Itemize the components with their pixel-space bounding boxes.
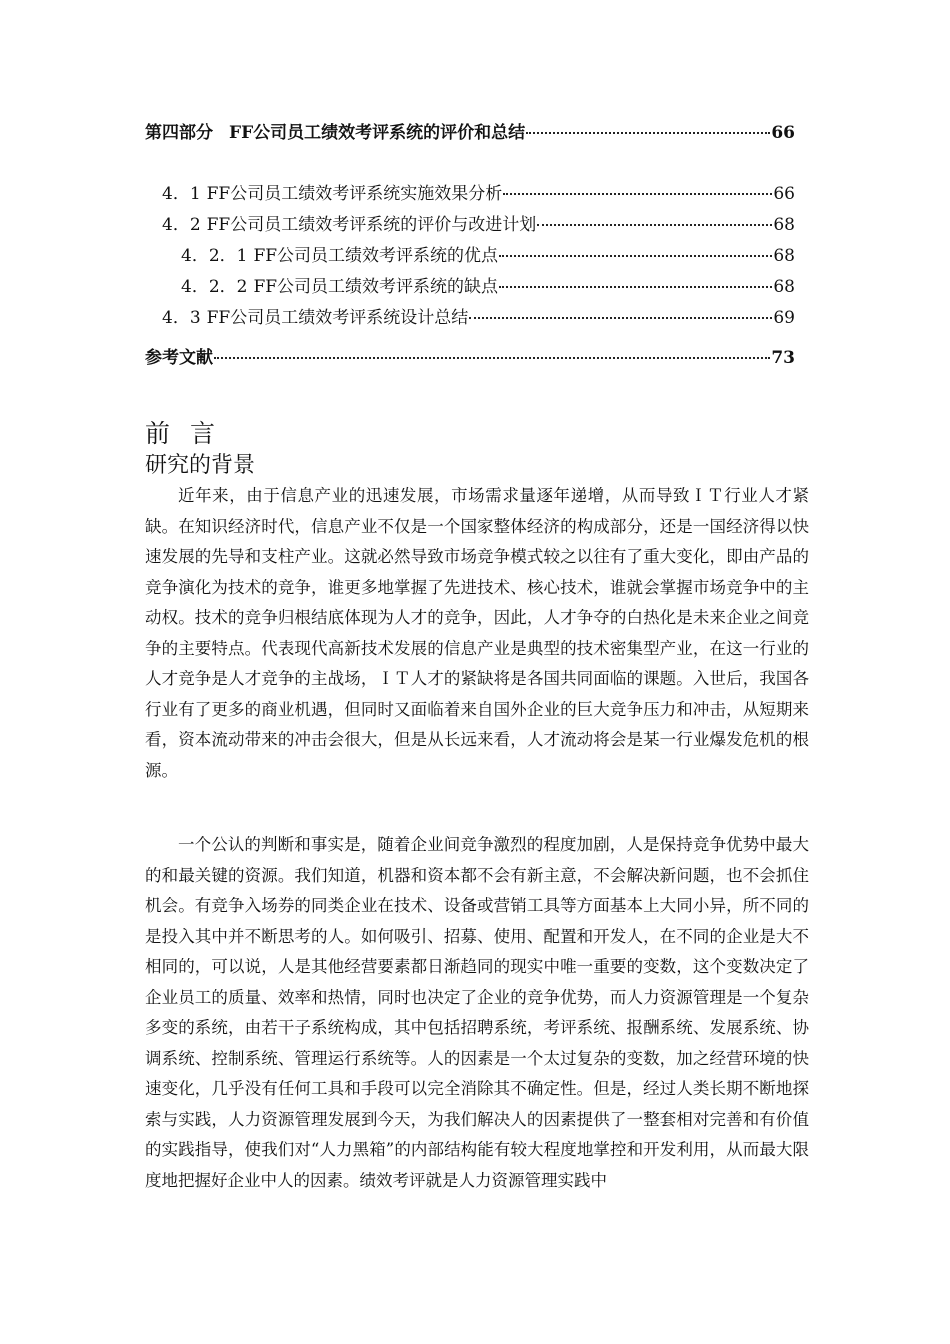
toc-entry-number: 4．2．1 <box>181 246 248 266</box>
section-heading: 研究的背景 <box>145 453 256 478</box>
toc-entry-title: FF公司员工绩效考评系统的优点 <box>253 246 499 266</box>
preface-heading: 前言 <box>145 419 236 448</box>
toc-entry-title: FF公司员工绩效考评系统的评价和总结 <box>229 123 526 143</box>
toc-leader-dots <box>537 224 772 226</box>
toc-entry-4-2-2[interactable] <box>181 276 795 298</box>
toc-entry-title: FF公司员工绩效考评系统实施效果分析 <box>206 184 503 204</box>
toc-entry-page: 69 <box>773 308 795 328</box>
toc-entry-number: 4．2．2 <box>181 277 248 297</box>
toc-entry-number: 第四部分 <box>145 123 213 143</box>
toc-entry-page: 66 <box>773 184 795 204</box>
toc-entry-page: 68 <box>773 277 795 297</box>
toc-entry-number: 4．3 <box>162 308 201 328</box>
toc-entry-title: FF公司员工绩效考评系统设计总结 <box>206 308 469 328</box>
toc-entry-title: FF公司员工绩效考评系统的评价与改进计划 <box>206 215 537 235</box>
toc-leader-dots <box>214 357 770 359</box>
toc-leader-dots <box>499 286 772 288</box>
toc-leader-dots <box>526 132 770 134</box>
toc-entry-4-2[interactable] <box>162 214 795 236</box>
toc-entry-4-2-1[interactable] <box>181 245 795 267</box>
toc-entry-part4[interactable] <box>145 122 795 144</box>
toc-entry-number: 4．1 <box>162 184 201 204</box>
toc-entry-title: FF公司员工绩效考评系统的缺点 <box>253 277 499 297</box>
toc-entry-4-1[interactable] <box>162 183 795 205</box>
toc-entry-title: 参考文献 <box>145 348 213 368</box>
toc-entry-page: 66 <box>771 123 795 143</box>
toc-leader-dots <box>499 255 772 257</box>
toc-entry-number: 4．2 <box>162 215 201 235</box>
toc-entry-page: 73 <box>771 348 795 368</box>
body-paragraph: 一个公认的判断和事实是，随着企业间竞争激烈的程度加剧，人是保持竞争优势中最大的和最关键的资源。我们知道，机器和资本都不会有新主意，不会解决新问题，也不会抓住机会。有竞争入场券的同类企业在技术、设备或营销工具等方面基本上大同小异，所不同的是投入其中并不断思考的人。如何吸引、招募、使用、配置和开发人，在不同的企业是大不相同的，可以说，人是其他经营要素都日渐趋同的现实中唯一重要的变数，这个变数决定了企业员工的质量、效率和热情，同时也决定了企业的竞争优势，而人力资源管理是一个复杂多变的系统，由若干子系统构成，其中包括招聘系统，考评系统、报酬系统、发展系统、协调系统、控制系统、管理运行系统等。人的因素是一个太过复杂的变数，加之经营环境的快速变化，几乎没有任何工具和手段可以完全消除其不确定性。但是，经过人类长期不断地探索与实践，人力资源管理发展到今天，为我们解决人的因素提供了一整套相对完善和有价值的实践指导，使我们对“人力黑箱”的内部结构能有较大程度地掌控和开发利用，从而最大限度地把握好企业中人的因素。绩效考评就是人力资源管理实践中 <box>145 835 809 1190</box>
toc-leader-dots <box>469 317 772 319</box>
toc-entry-4-3[interactable] <box>162 307 795 329</box>
toc-entry-page: 68 <box>773 246 795 266</box>
body-paragraph: 近年来，由于信息产业的迅速发展，市场需求量逐年递增，从而导致ＩＴ行业人才紧缺。在知识经济时代，信息产业不仅是一个国家整体经济的构成部分，还是一国经济得以快速发展的先导和支柱产业。这就必然导致市场竞争模式较之以往有了重大变化，即由产品的竞争演化为技术的竞争，谁更多地掌握了先进技术、核心技术，谁就会掌握市场竞争中的主动权。技术的竞争归根结底体现为人才的竞争，因此，人才争夺的白热化是未来企业之间竞争的主要特点。代表现代高新技术发展的信息产业是典型的技术密集型产业，在这一行业的人才竞争是人才竞争的主战场，ＩＴ人才的紧缺将是各国共同面临的课题。入世后，我国各行业有了更多的商业机遇，但同时又面临着来自国外企业的巨大竞争压力和冲击，从短期来看，资本流动带来的冲击会很大，但是从长远来看，人才流动将会是某一行业爆发危机的根源。 <box>145 486 809 780</box>
toc-entry-page: 68 <box>773 215 795 235</box>
toc-entry-references[interactable] <box>145 347 795 369</box>
toc-leader-dots <box>503 193 772 195</box>
